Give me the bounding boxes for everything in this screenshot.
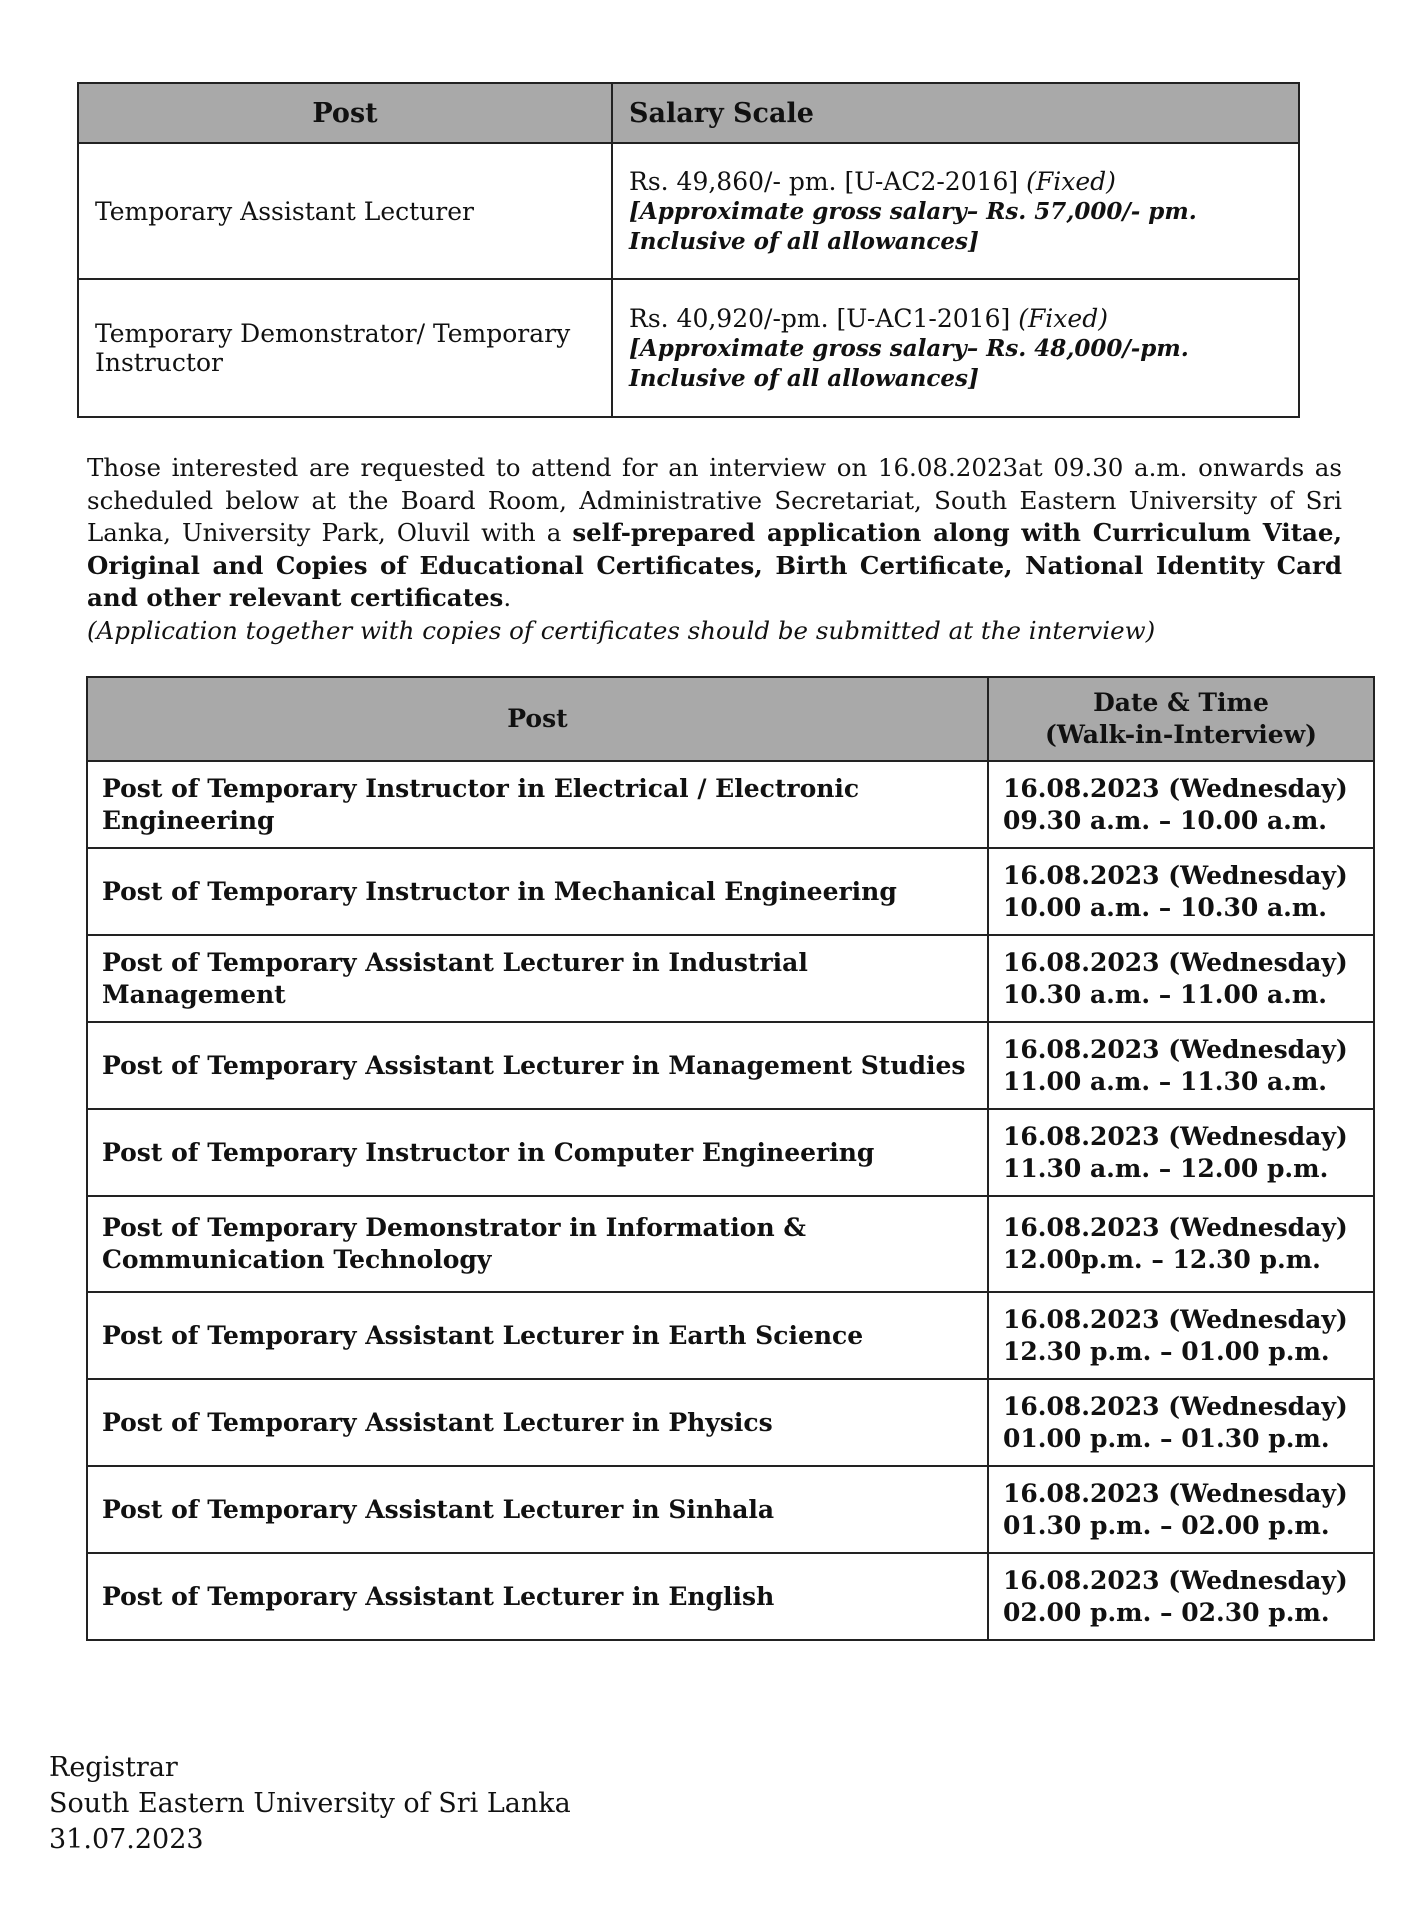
datetime-cell xyxy=(988,1466,1374,1553)
time-text: 11.00 a.m. – 11.30 a.m. xyxy=(1003,1066,1327,1096)
salary-fixed-label: (Fixed) xyxy=(1026,166,1116,196)
date-text: 16.08.2023 (Wednesday) xyxy=(1003,1565,1348,1595)
salary-value: Rs. 49,860/- pm. [U-AC2-2016] xyxy=(629,166,1019,196)
post-cell: Post of Temporary Instructor in Mechanical Engineering xyxy=(87,848,988,935)
table-row xyxy=(78,143,1299,279)
table-row xyxy=(87,1292,1374,1379)
signature-date: 31.07.2023 xyxy=(49,1824,204,1855)
post-cell: Post of Temporary Assistant Lecturer in Management Studies xyxy=(87,1022,988,1109)
datetime-cell xyxy=(988,761,1374,848)
datetime-column-header xyxy=(988,677,1374,761)
date-text: 16.08.2023 (Wednesday) xyxy=(1003,1391,1348,1421)
datetime-cell xyxy=(988,1292,1374,1379)
post-cell: Post of Temporary Instructor in Electrical / Electronic Engineering xyxy=(87,761,988,848)
notice-requirements: self-prepared application along with Curriculum Vitae, Original and Copies of Educational Certificates, Birth Certificate, National Identity Card and other relevant certificates xyxy=(87,518,1343,612)
table-row xyxy=(87,761,1374,848)
interview-notice xyxy=(87,452,1342,647)
notice-intro: Those interested are requested to attend for an interview on 16.08.2023at 09.30 a.m. onwards as scheduled below at the Board Room, Administrative Secretariat, South Eastern University of Sri Lanka, University Park, Oluvil with a xyxy=(87,453,1342,547)
datetime-cell xyxy=(988,1196,1374,1292)
salary-value: Rs. 40,920/-pm. [U-AC1-2016] xyxy=(629,303,1011,333)
table-row xyxy=(87,1466,1374,1553)
time-text: 01.00 p.m. – 01.30 p.m. xyxy=(1003,1423,1330,1453)
table-row xyxy=(87,1109,1374,1196)
date-text: 16.08.2023 (Wednesday) xyxy=(1003,1304,1348,1334)
signatory-institution: South Eastern University of Sri Lanka xyxy=(49,1788,571,1819)
datetime-cell xyxy=(988,1022,1374,1109)
signatory-title: Registrar xyxy=(49,1752,178,1783)
salary-column-header: Salary Scale xyxy=(612,83,1299,143)
table-row xyxy=(87,1022,1374,1109)
datetime-header-line2: (Walk-in-Interview) xyxy=(1045,720,1317,749)
date-text: 16.08.2023 (Wednesday) xyxy=(1003,1121,1348,1151)
post-cell: Post of Temporary Assistant Lecturer in Sinhala xyxy=(87,1466,988,1553)
date-text: 16.08.2023 (Wednesday) xyxy=(1003,947,1348,977)
salary-scale-table xyxy=(77,82,1300,418)
post-cell: Temporary Demonstrator/ Temporary Instructor xyxy=(78,279,612,417)
time-text: 09.30 a.m. – 10.00 a.m. xyxy=(1003,805,1327,835)
time-text: 01.30 p.m. – 02.00 p.m. xyxy=(1003,1510,1330,1540)
date-text: 16.08.2023 (Wednesday) xyxy=(1003,773,1348,803)
post-column-header: Post xyxy=(87,677,988,761)
date-text: 16.08.2023 (Wednesday) xyxy=(1003,860,1348,890)
table-row xyxy=(87,1379,1374,1466)
table-row xyxy=(87,935,1374,1022)
post-cell: Post of Temporary Assistant Lecturer in Industrial Management xyxy=(87,935,988,1022)
post-cell: Post of Temporary Assistant Lecturer in English xyxy=(87,1553,988,1640)
datetime-header-line1: Date & Time xyxy=(1093,688,1269,717)
salary-table-header xyxy=(78,83,1299,143)
date-text: 16.08.2023 (Wednesday) xyxy=(1003,1478,1348,1508)
salary-note: [Approximate gross salary– Rs. 57,000/- pm. Inclusive of all allowances] xyxy=(629,197,1197,255)
salary-cell xyxy=(612,143,1299,279)
date-text: 16.08.2023 (Wednesday) xyxy=(1003,1213,1348,1242)
time-text: 10.30 a.m. – 11.00 a.m. xyxy=(1003,979,1327,1009)
table-row xyxy=(87,848,1374,935)
post-cell: Post of Temporary Demonstrator in Information & Communication Technology xyxy=(87,1196,988,1292)
signature-block xyxy=(49,1750,571,1858)
schedule-table-header xyxy=(87,677,1374,761)
salary-note: [Approximate gross salary– Rs. 48,000/-pm. Inclusive of all allowances] xyxy=(629,334,1189,392)
post-cell: Post of Temporary Assistant Lecturer in Physics xyxy=(87,1379,988,1466)
datetime-cell xyxy=(988,848,1374,935)
datetime-cell xyxy=(988,935,1374,1022)
time-text: 02.00 p.m. – 02.30 p.m. xyxy=(1003,1597,1330,1627)
interview-schedule-table xyxy=(86,676,1375,1641)
post-cell: Post of Temporary Assistant Lecturer in Earth Science xyxy=(87,1292,988,1379)
notice-submission-note: (Application together with copies of certificates should be submitted at the interview) xyxy=(87,615,1156,645)
datetime-cell xyxy=(988,1553,1374,1640)
table-row xyxy=(87,1553,1374,1640)
notice-period: . xyxy=(503,583,512,612)
post-cell: Post of Temporary Instructor in Computer Engineering xyxy=(87,1109,988,1196)
table-row xyxy=(78,279,1299,417)
time-text: 12.00p.m. – 12.30 p.m. xyxy=(1003,1245,1321,1274)
time-text: 12.30 p.m. – 01.00 p.m. xyxy=(1003,1336,1330,1366)
time-text: 10.00 a.m. – 10.30 a.m. xyxy=(1003,892,1327,922)
salary-fixed-label: (Fixed) xyxy=(1018,303,1108,333)
time-text: 11.30 a.m. – 12.00 p.m. xyxy=(1003,1153,1329,1183)
datetime-cell xyxy=(988,1379,1374,1466)
datetime-cell xyxy=(988,1109,1374,1196)
date-text: 16.08.2023 (Wednesday) xyxy=(1003,1034,1348,1064)
post-column-header: Post xyxy=(78,83,612,143)
table-row xyxy=(87,1196,1374,1292)
salary-cell xyxy=(612,279,1299,417)
post-cell: Temporary Assistant Lecturer xyxy=(78,143,612,279)
